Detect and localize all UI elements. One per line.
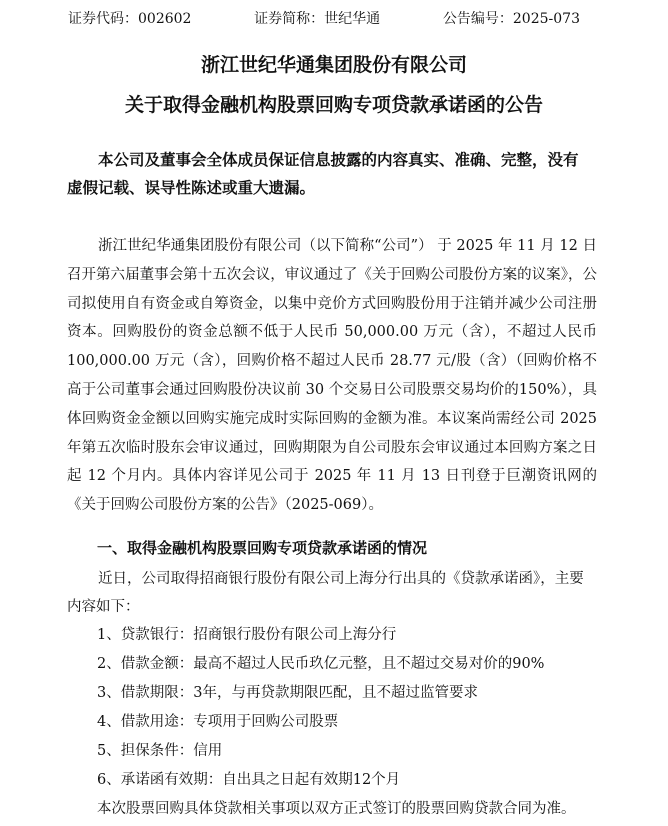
term-item: 1、贷款银行：招商银行股份有限公司上海分行: [97, 627, 397, 643]
term-item: 6、承诺函有效期：自出具之日起有效期12个月: [97, 772, 401, 788]
section-heading: 一、取得金融机构股票回购专项贷款承诺函的情况: [97, 539, 428, 557]
stock-code: 证券代码：002602: [68, 11, 192, 27]
term-item: 2、借款金额：最高不超过人民币玖亿元整，且不超过交易对价的90%: [97, 656, 545, 672]
company-title: 浙江世纪华通集团股份有限公司: [200, 54, 467, 76]
term-item: 3、借款期限：3年，与再贷款期限匹配，且不超过监管要求: [97, 685, 478, 701]
section-intro: 近日，公司取得招商银行股份有限公司上海分行出具的《贷款承诺函》，主要内容如下：: [67, 571, 584, 615]
board-declaration: 本公司及董事会全体成员保证信息披露的内容真实、准确、完整，没有虚假记载、误导性陈述或重大遗漏。: [67, 151, 579, 197]
announcement-number: 公告编号：2025-073: [442, 11, 580, 27]
term-item: 5、担保条件：信用: [97, 743, 223, 759]
commitment-terms-list: [97, 621, 544, 795]
stock-name: 证券简称：世纪华通: [254, 11, 381, 27]
announcement-title: 关于取得金融机构股票回购专项贷款承诺函的公告: [124, 94, 543, 116]
document-header: [68, 8, 580, 32]
background-paragraph: 浙江世纪华通集团股份有限公司（以下简称“公司”） 于 2025 年 11 月 12 日召开第六届董事会第十五次会议，审议通过了《关于回购公司股份方案的议案》，公司拟使用自有资金或自筹资金，以集中竞价方式回购股份用于注销并减少公司注册资本。回购股份的资金总额不低于人民币 50,000.00 万元（含），不超过人民币 100,000.00 万元（含），回购价格不超过人民币 28.77 元/股（含）（回购价格不高于公司董事会通过回购股份决议前 30 个交易日公司股票交易均价的150%），具体回购资金金额以回购实施完成时实际回购的金额为准。本议案尚需经公司 2025 年第五次临时股东会审议通过，回购期限为自公司股东会审议通过本回购方案之日起 12 个月内。具体内容详见公司于 2025 年 11 月 13 日刊登于巨潮资讯网的《关于回购公司股份方案的公告》（2025-069）。: [67, 238, 597, 514]
term-item: 4、借款用途：专项用于回购公司股票: [97, 714, 339, 730]
closing-note: 本次股票回购具体贷款相关事项以双方正式签订的股票回购贷款合同为准。: [97, 801, 576, 817]
